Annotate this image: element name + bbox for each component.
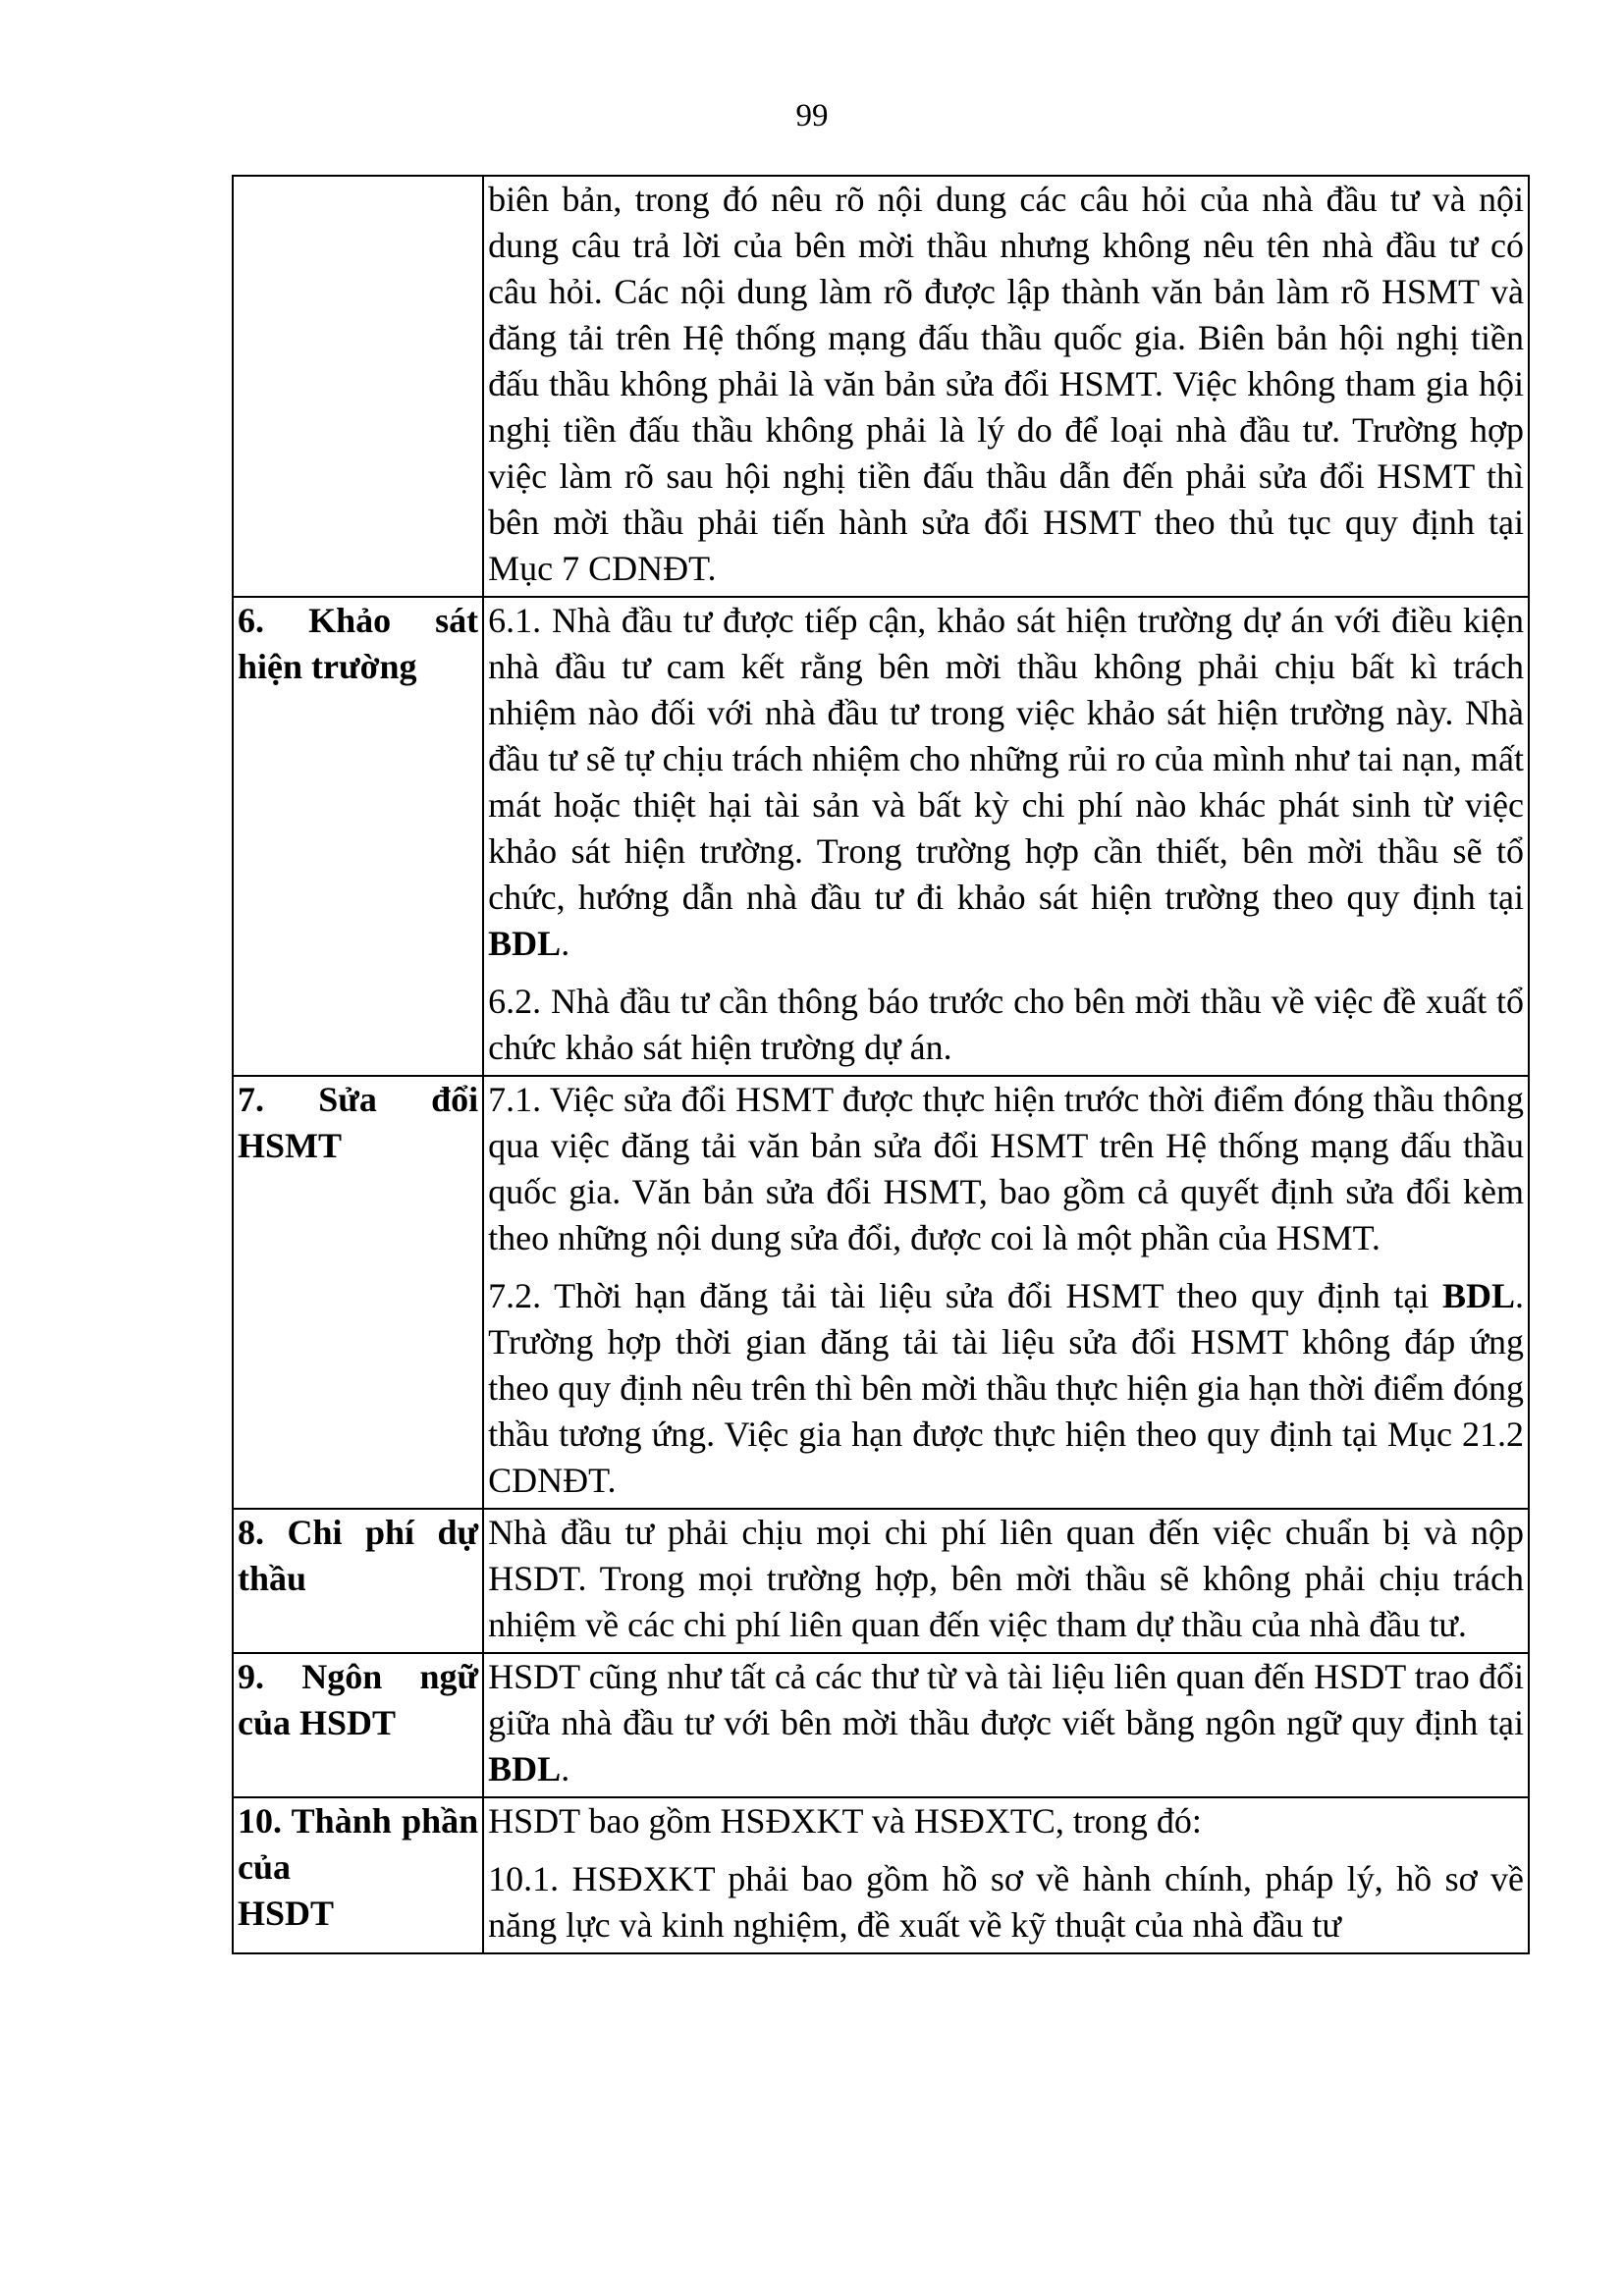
row-label: 7. Sửa đổi HSMT <box>238 1080 479 1165</box>
row-label-cell <box>233 176 483 597</box>
row-content-cell <box>483 1797 1529 1953</box>
table-row <box>233 1509 1529 1653</box>
paragraph: 10.1. HSĐXKT phải bao gồm hồ sơ về hành chính, pháp lý, hồ sơ về năng lực và kinh nghiệm, đề xuất về kỹ thuật của nhà đầu tư <box>488 1859 1524 1945</box>
row-label: 8. Chi phí dự thầu <box>238 1513 479 1598</box>
table-row <box>233 1076 1529 1509</box>
row-label-cell <box>233 1797 483 1953</box>
paragraph: biên bản, trong đó nêu rõ nội dung các câu hỏi của nhà đầu tư và nội dung câu trả lời của bên mời thầu nhưng không nêu tên nhà đầu tư có câu hỏi. Các nội dung làm rõ được lập thành văn bản làm rõ HSMT và đăng tải trên Hệ thống mạng đấu thầu quốc gia. Biên bản hội nghị tiền đấu thầu không phải là văn bản sửa đổi HSMT. Việc không tham gia hội nghị tiền đấu thầu không phải là lý do để loại nhà đầu tư. Trường hợp việc làm rõ sau hội nghị tiền đấu thầu dẫn đến phải sửa đổi HSMT thì bên mời thầu phải tiến hành sửa đổi HSMT theo thủ tục quy định tại Mục 7 CDNĐT. <box>488 180 1524 588</box>
row-content-cell <box>483 1509 1529 1653</box>
paragraph: 7.2. Thời hạn đăng tải tài liệu sửa đổi HSMT theo quy định tại BDL. Trường hợp thời gian đăng tải tài liệu sửa đổi HSMT không đáp ứng theo quy định nêu trên thì bên mời thầu thực hiện gia hạn thời điểm đóng thầu tương ứng. Việc gia hạn được thực hiện theo quy định tại Mục 21.2 CDNĐT. <box>488 1276 1524 1500</box>
row-label-cell <box>233 1509 483 1653</box>
row-content-cell <box>483 1076 1529 1509</box>
row-content-cell <box>483 1653 1529 1797</box>
paragraph: 7.1. Việc sửa đổi HSMT được thực hiện trước thời điểm đóng thầu thông qua việc đăng tải văn bản sửa đổi HSMT trên Hệ thống mạng đấu thầu quốc gia. Văn bản sửa đổi HSMT, bao gồm cả quyết định sửa đổi kèm theo những nội dung sửa đổi, được coi là một phần của HSMT. <box>488 1080 1524 1257</box>
table-row <box>233 597 1529 1076</box>
row-label: 9. Ngôn ngữ của HSDT <box>238 1657 479 1742</box>
row-label: 6. Khảo sát hiện trường <box>238 601 479 686</box>
paragraph: 6.2. Nhà đầu tư cần thông báo trước cho bên mời thầu về việc đề xuất tổ chức khảo sát hiện trường dự án. <box>488 982 1524 1067</box>
clause-table <box>232 175 1530 1954</box>
paragraph: HSDT bao gồm HSĐXKT và HSĐXTC, trong đó: <box>488 1801 1202 1841</box>
row-label-cell <box>233 1076 483 1509</box>
row-content-cell <box>483 597 1529 1076</box>
row-label-cell <box>233 597 483 1076</box>
page-number: 99 <box>795 98 829 133</box>
row-content-cell <box>483 176 1529 597</box>
table-row <box>233 1797 1529 1953</box>
row-label: 10. Thành phần của HSDT <box>238 1801 479 1933</box>
table-row <box>233 1653 1529 1797</box>
row-label-cell <box>233 1653 483 1797</box>
paragraph: 6.1. Nhà đầu tư được tiếp cận, khảo sát hiện trường dự án với điều kiện nhà đầu tư cam kết rằng bên mời thầu không phải chịu bất kì trách nhiệm nào đối với nhà đầu tư trong việc khảo sát hiện trường này. Nhà đầu tư sẽ tự chịu trách nhiệm cho những rủi ro của mình như tai nạn, mất mát hoặc thiệt hại tài sản và bất kỳ chi phí nào khác phát sinh từ việc khảo sát hiện trường. Trong trường hợp cần thiết, bên mời thầu sẽ tổ chức, hướng dẫn nhà đầu tư đi khảo sát hiện trường theo quy định tại BDL. <box>488 601 1524 963</box>
paragraph: Nhà đầu tư phải chịu mọi chi phí liên quan đến việc chuẩn bị và nộp HSDT. Trong mọi trường hợp, bên mời thầu sẽ không phải chịu trách nhiệm về các chi phí liên quan đến việc tham dự thầu của nhà đầu tư. <box>488 1513 1524 1644</box>
table-row <box>233 176 1529 597</box>
paragraph: HSDT cũng như tất cả các thư từ và tài liệu liên quan đến HSDT trao đổi giữa nhà đầu tư với bên mời thầu được viết bằng ngôn ngữ quy định tại BDL. <box>488 1657 1524 1789</box>
